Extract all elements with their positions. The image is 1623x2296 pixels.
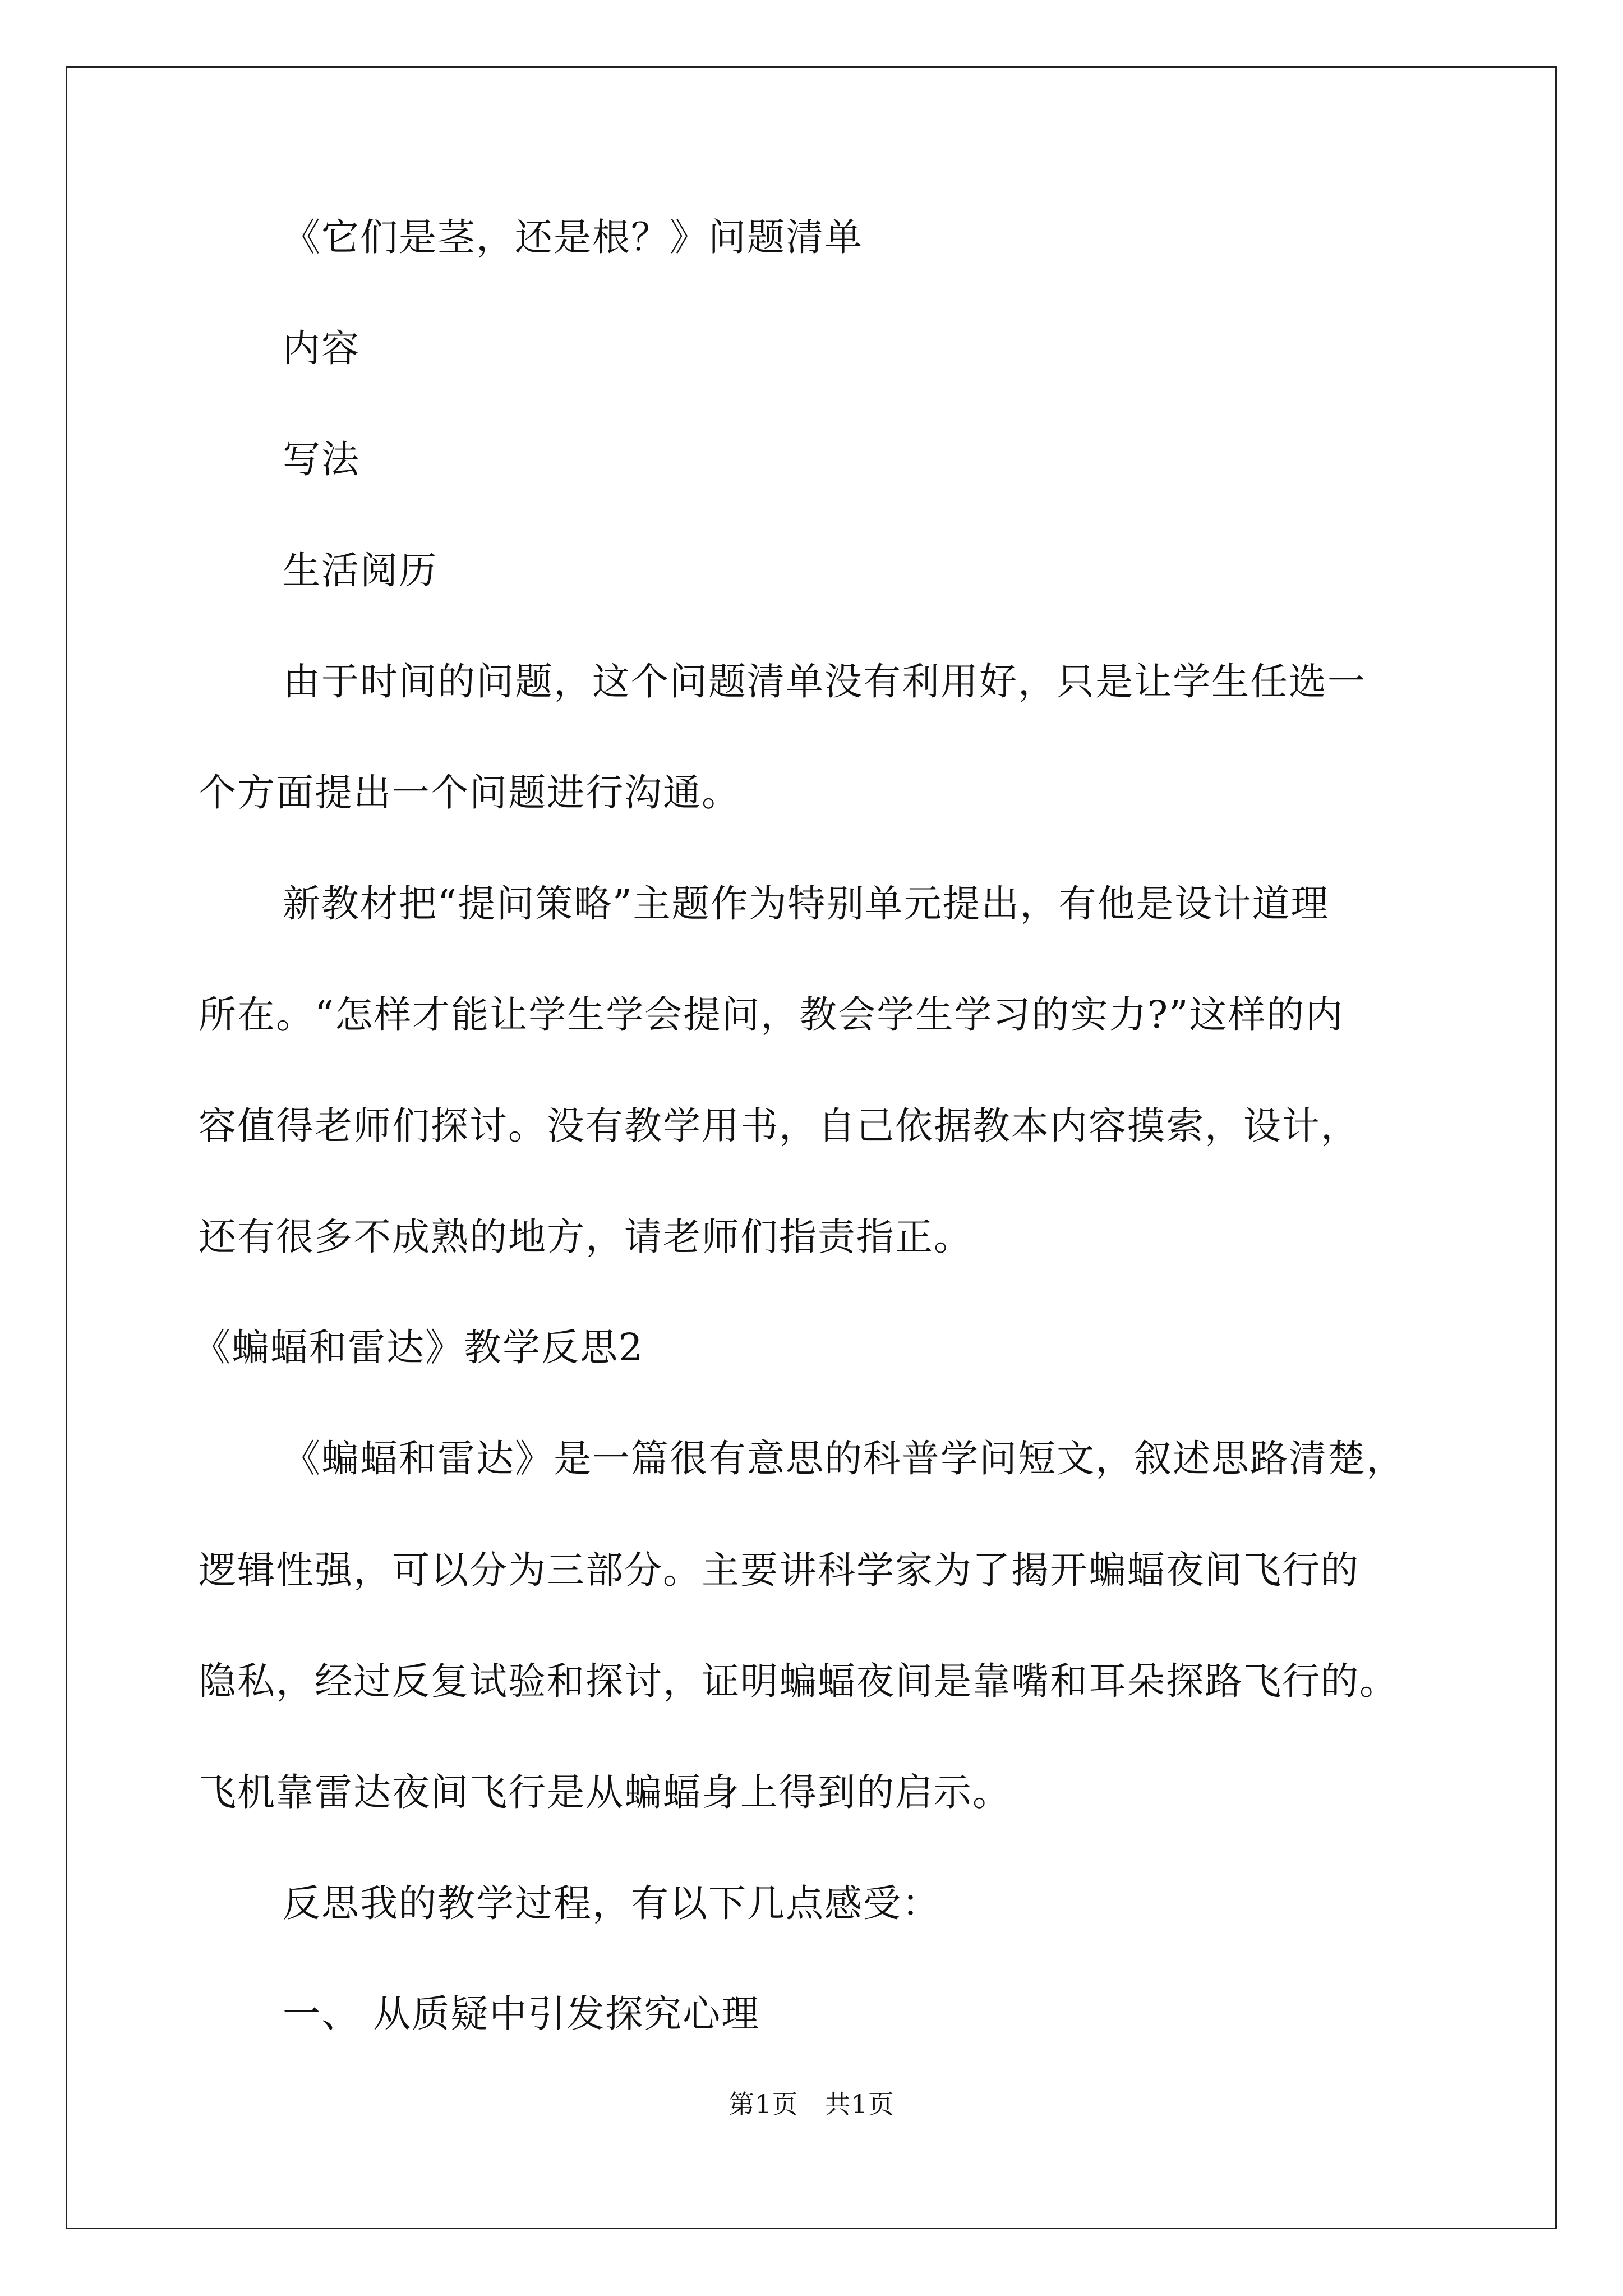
list-item: 生活阅历 — [283, 549, 437, 592]
article-heading: 《蝙蝠和雷达》教学反思2 — [193, 1326, 644, 1369]
paragraph-line: 容值得老师们探讨。没有教学用书，自己依据教本内容摸索，设计， — [199, 1104, 1359, 1148]
paragraph-line: 所在。“怎样才能让学生学会提问，教会学生学习的实力?”这样的内 — [199, 993, 1344, 1037]
paragraph-line: 个方面提出一个问题进行沟通。 — [199, 771, 740, 815]
section-title: 《它们是茎，还是根？》问题清单 — [283, 215, 863, 259]
list-item: 写法 — [283, 438, 360, 481]
page-number: 第1页 共1页 — [728, 2089, 895, 2119]
paragraph-line: 隐私，经过反复试验和探讨，证明蝙蝠夜间是靠嘴和耳朵探路飞行的。 — [199, 1659, 1398, 1703]
paragraph-line: 还有很多不成熟的地方，请老师们指责指正。 — [199, 1215, 972, 1259]
paragraph-line: 反思我的教学过程，有以下几点感受： — [283, 1881, 940, 1925]
subheading: 一、 从质疑中引发探究心理 — [283, 1992, 760, 2036]
paragraph-line: 由于时间的问题，这个问题清单没有利用好，只是让学生任选一 — [283, 660, 1366, 703]
paragraph-line: 新教材把“提问策略”主题作为特别单元提出，有他是设计道理 — [283, 882, 1330, 926]
paragraph-line: 飞机靠雷达夜间飞行是从蝙蝠身上得到的启示。 — [199, 1770, 1011, 1814]
paragraph-line: 《蝙蝠和雷达》是一篇很有意思的科普学问短文，叙述思路清楚， — [283, 1437, 1405, 1480]
list-item: 内容 — [283, 326, 360, 370]
paragraph-line: 逻辑性强，可以分为三部分。主要讲科学家为了揭开蝙蝠夜间飞行的 — [199, 1548, 1359, 1592]
